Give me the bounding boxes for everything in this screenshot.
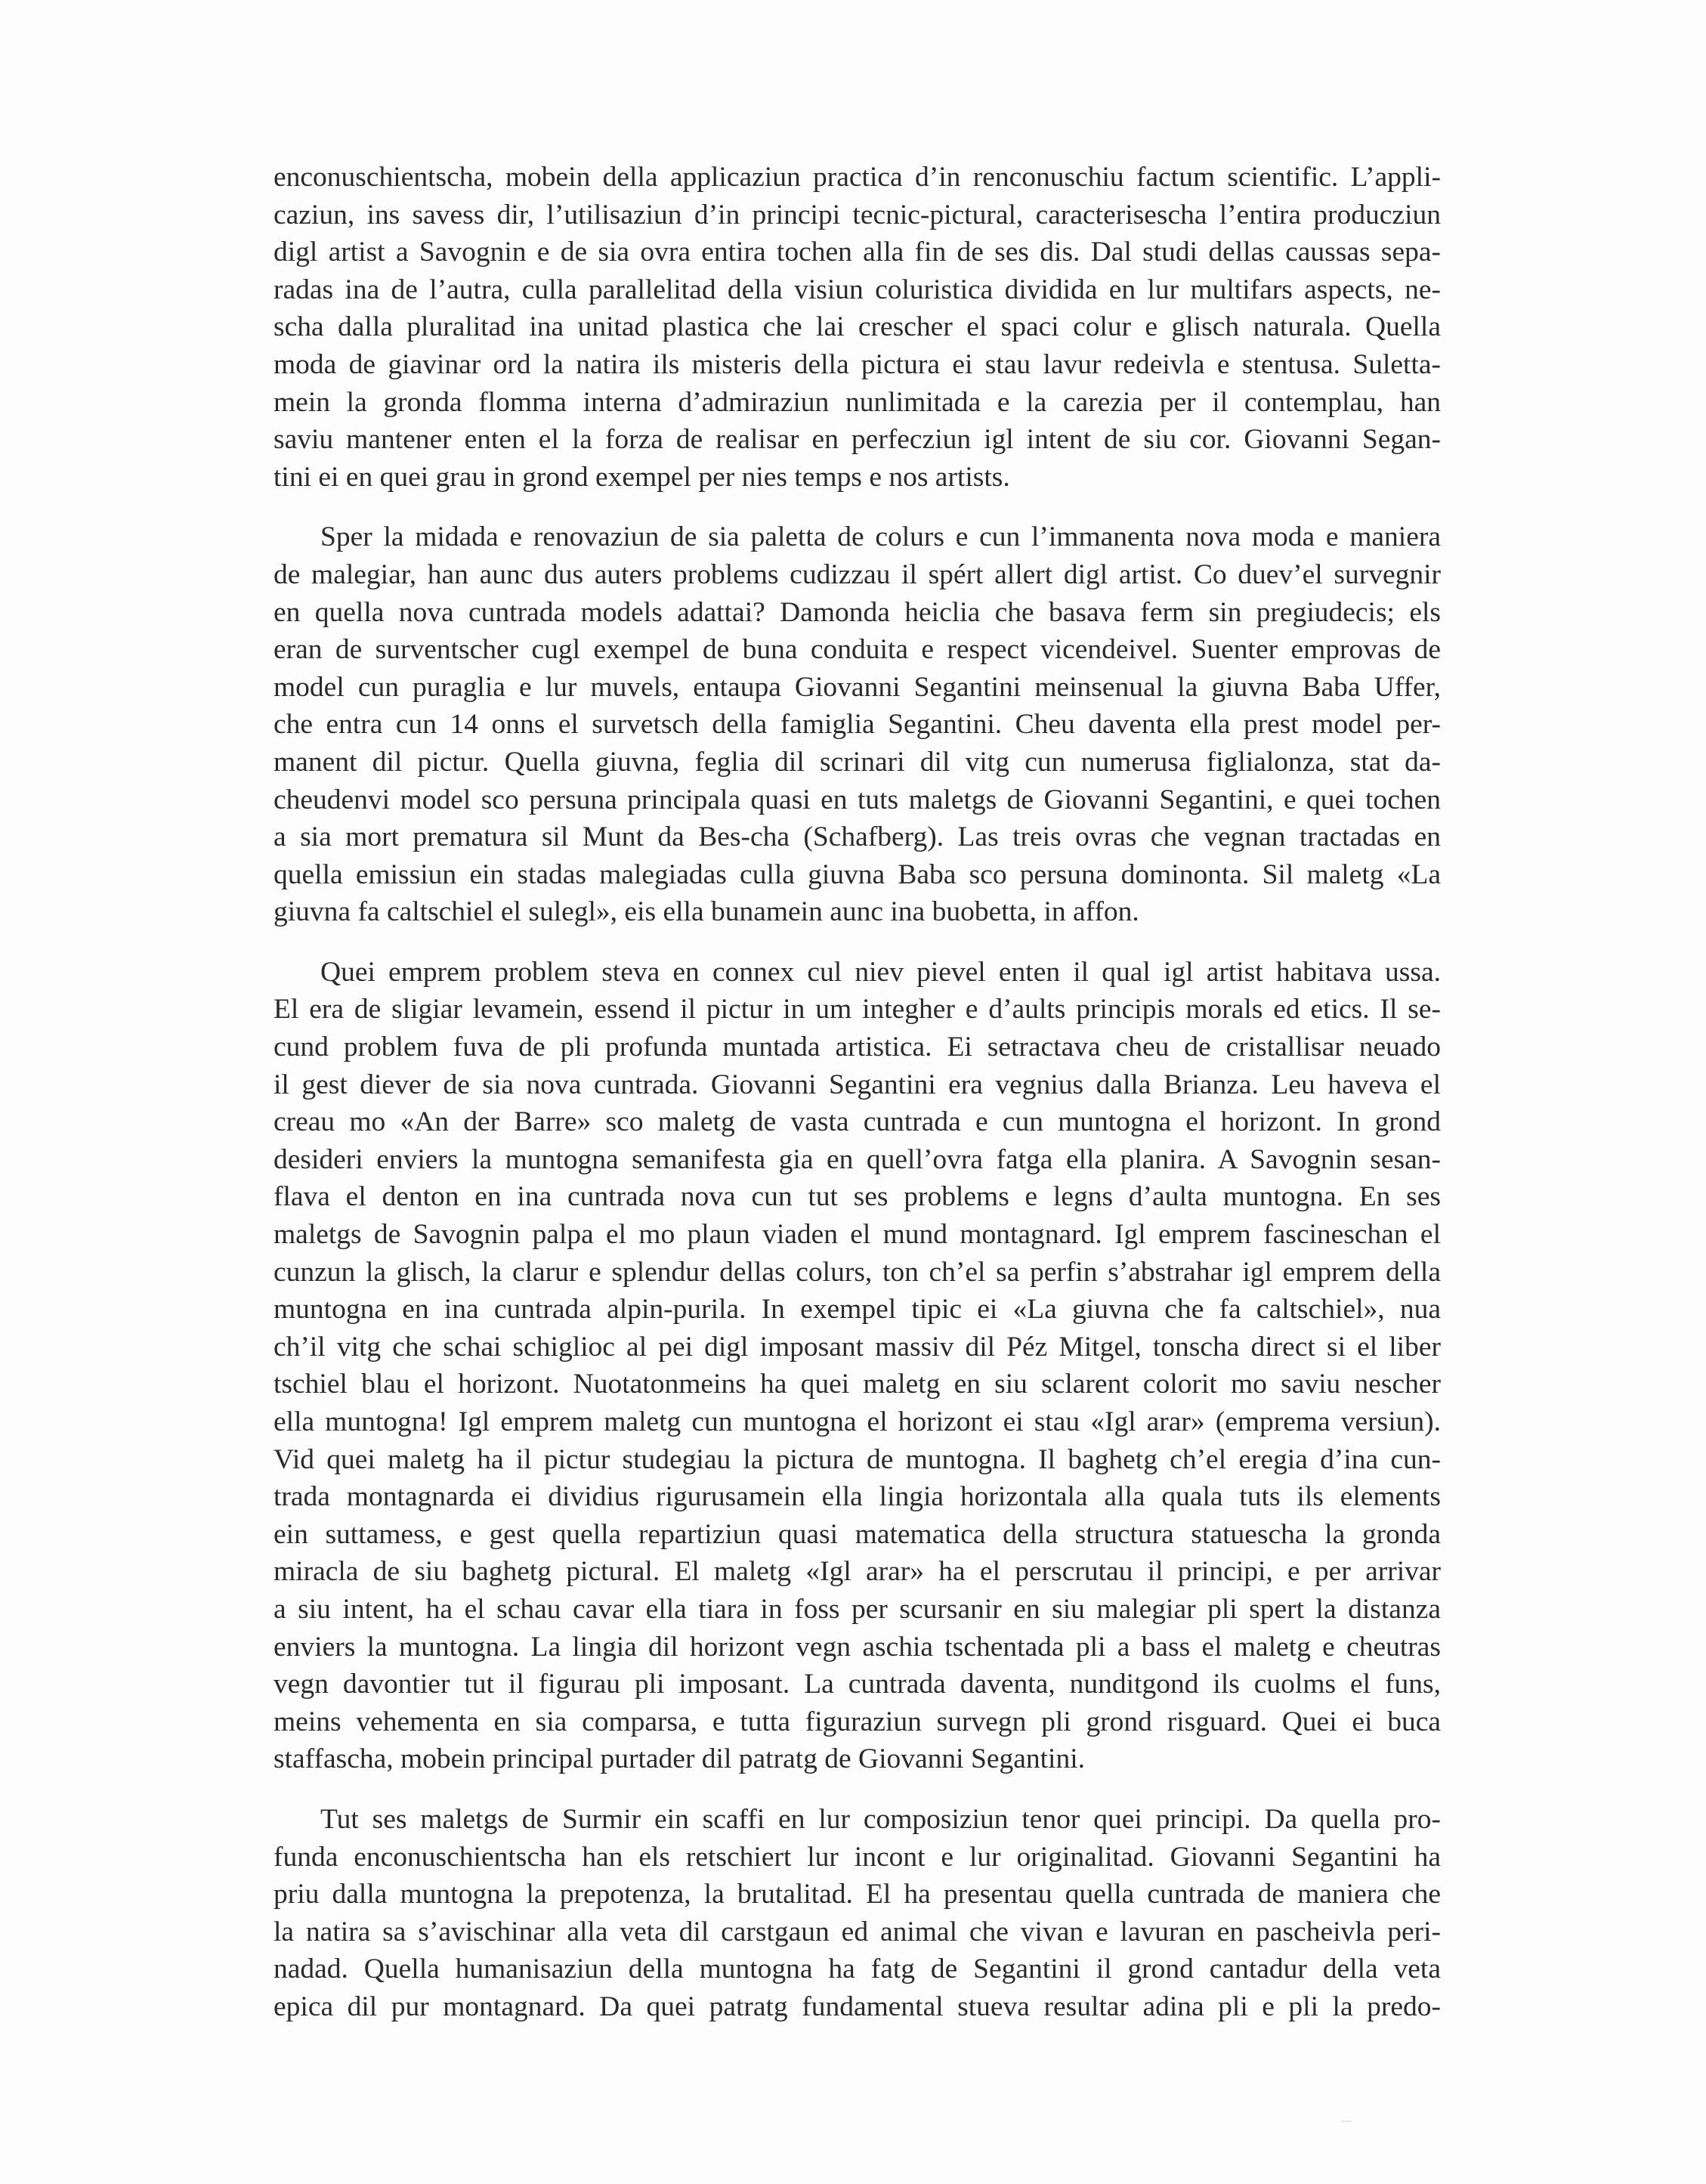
paragraph-4 [274,1801,1441,2026]
paragraph-2 [274,518,1441,931]
text-line: nadad. Quella humanisaziun della muntogna ha fatg de Segantini il grond cantadur della veta [274,1954,1441,1985]
text-line: a siu intent, ha el schau cavar ella tiara in foss per scursanir en siu malegiar pli spert la distanza [274,1593,1441,1625]
text-line: enconuschientscha, mobein della applicaziun practica d’in renconuschiu factum scientific. L’appli- [274,162,1441,193]
text-line: El era de sligiar levamein, essend il pictur in um integher e d’aults principis morals ed etics. Il se- [274,994,1441,1025]
text-line: Quei emprem problem steva en connex cul niev pievel enten il qual igl artist habitava ussa. [320,956,1441,988]
text-line: la natira sa s’avischinar alla veta dil carstgaun ed animal che vivan e lavuran en pascheivla peri- [274,1916,1441,1947]
text-line: creau mo «An der Barre» sco maletg de vasta cuntrada e cun muntogna el horizont. In grond [274,1106,1441,1138]
text-line: il gest diever de sia nova cuntrada. Giovanni Segantini era vegnius dalla Brianza. Leu haveva el [274,1069,1441,1100]
text-line: flava el denton en ina cuntrada nova cun tut ses problems e legns d’aulta muntogna. En ses [274,1181,1441,1213]
paragraph-3 [274,954,1441,1778]
text-line: priu dalla muntogna la prepotenza, la brutalitad. El ha presentau quella cuntrada de maniera che [274,1879,1441,1910]
text-line: quella emissiun ein stadas malegiadas culla giuvna Baba sco persuna dominonta. Sil maletg «La [274,858,1441,890]
text-line: funda enconuschientscha han els retschiert lur incont e lur originalitad. Giovanni Segantini ha [274,1841,1441,1873]
text-line: Tut ses maletgs de Surmir ein scaffi en lur composiziun tenor quei principi. Da quella pro- [320,1803,1441,1835]
body-text [274,159,1441,2026]
text-line: tschiel blau el horizont. Nuotatonmeins ha quei maletg en siu sclarent colorit mo saviu nescher [274,1369,1441,1400]
text-line: meins vehementa en sia comparsa, e tutta figuraziun survegn pli grond risguard. Quei ei buca [274,1706,1441,1737]
text-line: manent dil pictur. Quella giuvna, feglia dil scrinari dil vitg cun numerusa figlialonza, stat da- [274,746,1441,778]
text-line: epica dil pur montagnard. Da quei patratg fundamental stueva resultar adina pli e pli la predo- [274,1991,1441,2022]
text-line: digl artist a Savognin e de sia ovra entira tochen alla fin de ses dis. Dal studi dellas caussas sepa- [274,237,1441,268]
paragraph-spacer [274,1778,1441,1801]
text-line: enviers la muntogna. La lingia dil horizont vegn aschia tschentada pli a bass el maletg e cheutras [274,1631,1441,1663]
text-line: staffascha, mobein principal purtader dil patratg de Giovanni Segantini. [274,1743,1085,1775]
text-line: desideri enviers la muntogna semanifesta gia en quell’ovra fatga ella planira. A Savognin sesan- [274,1143,1441,1175]
text-line: eran de surventscher cugl exempel de buna conduita e respect vicendeivel. Suenter emprovas de [274,634,1441,666]
text-line: cheudenvi model sco persuna principala quasi en tuts maletgs de Giovanni Segantini, e quei tochen [274,784,1441,815]
text-line: radas ina de l’autra, culla parallelitad della visiun coluristica dividida en lur multifars aspects, ne- [274,274,1441,305]
text-line: giuvna fa caltschiel el sulegl», eis ella bunamein aunc ina buobetta, in affon. [274,896,1139,928]
text-line: de malegiar, han aunc dus auters problems cudizzau il spért allert digl artist. Co duev’el survegnir [274,558,1441,590]
text-line: muntogna en ina cuntrada alpin-purila. In exempel tipic ei «La giuvna che fa caltschiel», nua [274,1294,1441,1326]
text-line: ella muntogna! Igl emprem maletg cun muntogna el horizont ei stau «Igl arar» (emprema versiun). [274,1406,1441,1437]
text-line: mein la gronda flomma interna d’admiraziun nunlimitada e la carezia per il contemplau, han [274,386,1441,418]
text-line: che entra cun 14 onns el survetsch della famiglia Segantini. Cheu daventa ella prest model per- [274,709,1441,741]
text-line: ein suttamess, e gest quella repartiziun quasi matematica della structura statuescha la gronda [274,1518,1441,1550]
text-line: cunzun la glisch, la clarur e splendur dellas colurs, ton ch’el sa perfin s’abstrahar igl emprem della [274,1256,1441,1288]
paragraph-spacer [274,931,1441,954]
text-line: a sia mort prematura sil Munt da Bes-cha (Schafberg). Las treis ovras che vegnan tractadas en [274,821,1441,853]
text-line: miracla de siu baghetg pictural. El maletg «Igl arar» ha el perscrutau il principi, e per arrivar [274,1556,1441,1588]
text-line: moda de giavinar ord la natira ils misteris della pictura ei stau lavur redeivla e stentusa. Suletta- [274,348,1441,380]
text-line: scha dalla pluralitad ina unitad plastica che lai crescher el spaci colur e glisch naturala. Quella [274,311,1441,343]
text-line: Sper la midada e renovaziun de sia paletta de colurs e cun l’immanenta nova moda e maniera [320,521,1441,553]
paragraph-1 [274,159,1441,496]
text-line: maletgs de Savognin palpa el mo plaun viaden el mund montagnard. Igl emprem fascineschan el [274,1219,1441,1251]
text-line: caziun, ins savess dir, l’utilisaziun d’in principi tecnic-pictural, caracterisescha l’entira producziun [274,199,1441,230]
text-line: ch’il vitg che schai schiglioc al pei digl imposant massiv dil Péz Mitgel, tonscha direct si el liber [274,1331,1441,1363]
text-line: Vid quei maletg ha il pictur studegiau la pictura de muntogna. Il baghetg ch’el eregia d’ina cun- [274,1443,1441,1475]
text-line: cund problem fuva de pli profunda muntada artistica. Ei setractava cheu de cristallisar neuado [274,1032,1441,1063]
text-line: trada montagnarda ei dividius rigurusamein ella lingia horizontala alla quala tuts ils elements [274,1481,1441,1513]
text-line: vegn davontier tut il figurau pli imposant. La cuntrada daventa, nunditgond ils cuolms el funs, [274,1669,1441,1700]
text-line: saviu mantener enten el la forza de realisar en perfecziun igl intent de siu cor. Giovanni Segan- [274,424,1441,456]
scan-speck [1341,2121,1352,2122]
text-line: en quella nova cuntrada models adattai? Damonda heiclia che basava ferm sin pregiudecis; els [274,596,1441,628]
text-line: model cun puraglia e lur muvels, entaupa Giovanni Segantini meinsenual la giuvna Baba Uffer, [274,671,1441,703]
text-line: tini ei en quei grau in grond exempel per nies temps e nos artists. [274,461,1010,493]
paragraph-spacer [274,496,1441,518]
